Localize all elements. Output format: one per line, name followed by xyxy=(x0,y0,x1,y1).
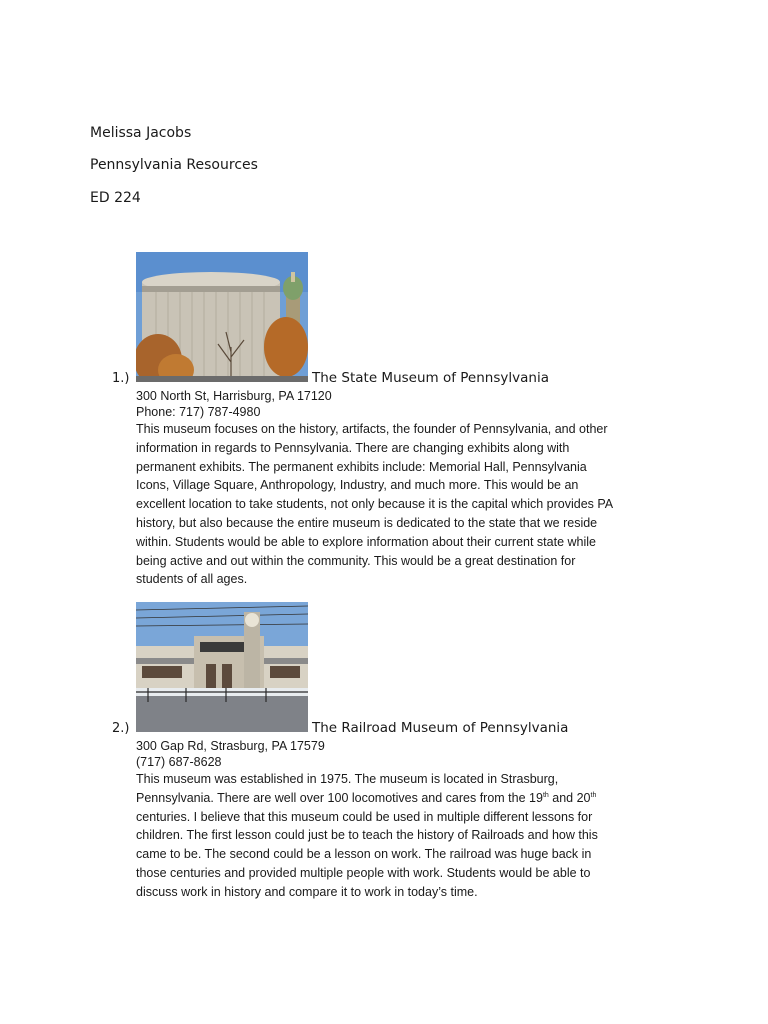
item-phone: (717) 687-8628 xyxy=(136,755,222,769)
item-number: 1.) xyxy=(112,371,130,386)
item-title: The Railroad Museum of Pennsylvania xyxy=(312,720,569,736)
line-text: Pennsylvania. There are well over 100 locomotives and cares from the 19 xyxy=(136,790,543,805)
description-line: This museum focuses on the history, artifacts, the founder of Pennsylvania, and other xyxy=(136,422,608,436)
description-line: permanent exhibits. The permanent exhibits include: Memorial Hall, Pennsylvania xyxy=(136,459,587,474)
item-address: 300 Gap Rd, Strasburg, PA 17579 xyxy=(136,739,325,753)
item-phone: Phone: 717) 787-4980 xyxy=(136,405,261,419)
document-subject: Pennsylvania Resources xyxy=(90,157,258,173)
item-address: 300 North St, Harrisburg, PA 17120 xyxy=(136,389,332,403)
description-line: being active and out within the community. This would be a great destination for xyxy=(136,553,576,568)
line-text: and 20 xyxy=(548,790,591,805)
description-line: came to be. The second could be a lesson on work. The railroad was huge back in xyxy=(136,847,592,862)
item-number: 2.) xyxy=(112,721,130,736)
description-line: within. Students would be able to explore information about their current state while xyxy=(136,534,596,549)
description-line: information in regards to Pennsylvania. There are changing exhibits along with xyxy=(136,440,570,455)
description-line: Icons, Village Square, Anthropology, Industry, and much more. This would be an xyxy=(136,478,579,493)
railroad-museum-photo xyxy=(136,602,308,732)
state-museum-photo xyxy=(136,252,308,382)
course-code: ED 224 xyxy=(90,190,141,206)
superscript: th xyxy=(590,791,597,799)
description-line: This museum was established in 1975. The museum is located in Strasburg, xyxy=(136,772,559,786)
description-line: discuss work in history and compare it to work in today’s time. xyxy=(136,884,478,899)
description-line: children. The first lesson could just be to teach the history of Railroads and how this xyxy=(136,828,598,843)
description-line: those centuries and provided multiple people with work. Students would be able to xyxy=(136,865,591,880)
item-title: The State Museum of Pennsylvania xyxy=(312,370,549,386)
description-line: excellent location to take students, not only because it is the capital which provides PA xyxy=(136,497,614,512)
description-line: students of all ages. xyxy=(136,572,248,587)
description-line xyxy=(136,789,676,808)
description-line: history, but also because the entire museum is dedicated to the state that we reside xyxy=(136,515,598,530)
superscript: th xyxy=(542,791,549,799)
author-name: Melissa Jacobs xyxy=(90,125,192,141)
description-line: centuries. I believe that this museum could be used in multiple different lessons for xyxy=(136,809,593,824)
